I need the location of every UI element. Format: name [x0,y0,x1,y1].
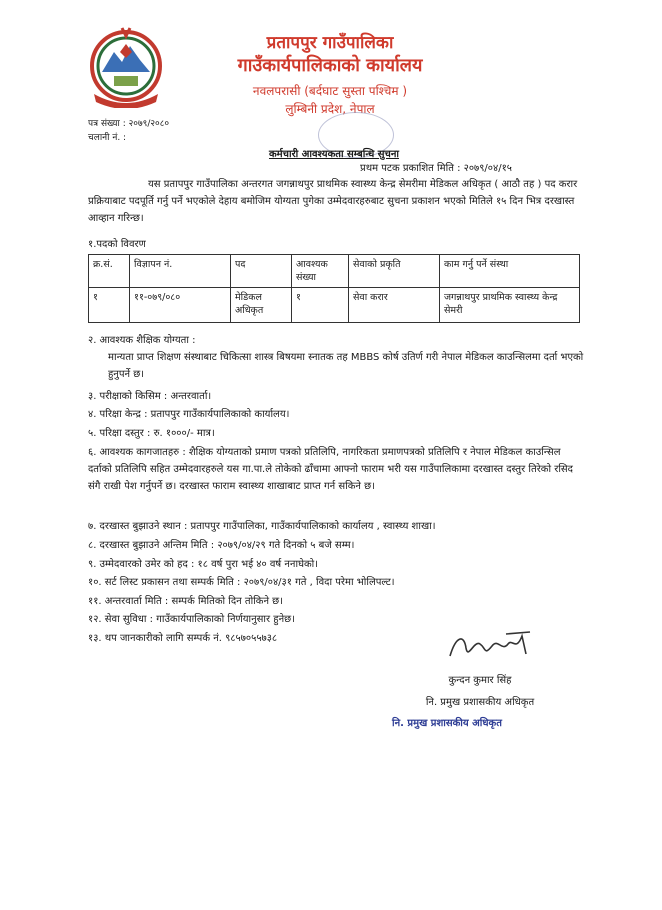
table-cell: १ [89,288,130,323]
item-9: ९. उम्मेदवारको उमेर को हद : १८ वर्ष पुरा भई ४० वर्ष ननाघेको। [88,559,319,570]
table-row [89,288,580,323]
item-7: ७. दरखास्त बुझाउने स्थान : प्रतापपुर गाउँपालिका, गाउँकार्यपालिकाको कार्यालय , स्वास्थ्य शाखा। [88,521,436,532]
header-line-4: लुम्बिनी प्रदेश, नेपाल [285,102,375,116]
table-header: पद [231,255,292,288]
table-cell: सेवा करार [349,288,440,323]
table-header: आवश्यक संख्या [292,255,349,288]
item-4: ४. परिक्षा केन्द्र : प्रतापपुर गाउँकार्यपालिकाको कार्यालय। [88,409,290,420]
notice-subject: कर्मचारी आवश्यकता सम्बन्धि सुचना [268,149,399,160]
chalani-number: चलानी नं. : [88,133,127,143]
item-6: ६. आवश्यक कागजातहरु : शैक्षिक योग्यताको प्रमाण पत्रको प्रतिलिपि, नागरिकता प्रमाणपत्रको प्रतिलिपि र नेपाल मेडिकल काउन्सिल दर्ताको प्रतिलिपि सहित उम्मेदवारहरुले यस गा.पा.ले तोकेको ढाँचामा आफ्नो फाराम भरी यस गाउँपालिकामा दरखास्त दस्तुर तिरेको रसिद संगै राखी पेश गर्नुपर्ने छ। दरखास्त फाराम स्वास्थ्य शाखाबाट प्राप्त गर्न सकिने छ। [88,447,573,492]
signatory-name: कुन्दन कुमार सिंह [448,675,512,686]
table-cell: ११-०७९/०८० [130,288,231,323]
item-8: ८. दरखास्त बुझाउने अन्तिम मिति : २०७९/०४/२९ गते दिनको ५ बजे सम्म। [88,540,355,551]
item-11: ११. अन्तरवार्ता मिति : सम्पर्क मितिको दिन तोकिने छ। [88,596,283,607]
item-5: ५. परिक्षा दस्तुर : रु. १०००/- मात्र। [88,428,215,439]
vacancy-table [88,254,580,323]
item-10: १०. सर्ट लिस्ट प्रकासन तथा सम्पर्क मिति : २०७९/०४/३१ गते , विदा परेमा भोलिपल्ट। [88,577,395,588]
table-header: क्र.सं. [89,255,130,288]
table-cell: १ [292,288,349,323]
patra-sankhya: पत्र संख्या : २०७९/२०८० [88,119,170,129]
intro-paragraph: यस प्रतापपुर गाउँपालिका अन्तरगत जगन्नाथपुर प्राथमिक स्वास्थ्य केन्द्र सेमरीमा मेडिकल अधिकृत ( आठौ तह ) पद करार प्रक्रियाबाट पदपूर्ति गर्नु पर्ने भएकोले देहाय बमोजिम योग्यता पुगेका उम्मेदवारहरुबाट सुचना प्रकाशन भएको मितिले १५ दिन भित्र दरखास्त आव्हान गरिन्छ। [88,179,578,224]
section-1-title: १.पदको विवरण [88,239,146,250]
table-header: विज्ञापन नं. [130,255,231,288]
header-line-2: गाउँकार्यपालिकाको कार्यालय [237,55,423,76]
table-cell: मेडिकल अधिकृत [231,288,292,323]
table-header: काम गर्नु पर्ने संस्था [440,255,580,288]
nepal-emblem-icon [86,22,166,108]
header-line-3: नवलपरासी (बर्दघाट सुस्ता पश्चिम ) [252,84,408,98]
item-12: १२. सेवा सुविधा : गाउँकार्यपालिकाको निर्णयानुसार हुनेछ। [88,614,295,625]
item-2-body: मान्यता प्राप्त शिक्षण संस्थाबाट चिकित्सा शास्त्र बिषयमा स्नातक तह MBBS कोर्ष उतिर्ण गरी नेपाल मेडिकल काउन्सिलमा दर्ता भएको हुनुपर्ने छ। [108,352,584,380]
table-header: सेवाको प्रकृति [349,255,440,288]
publish-date: प्रथम पटक प्रकाशित मिति : २०७९/०४/१५ [360,163,512,174]
signatory-title: नि. प्रमुख प्रशासकीय अधिकृत [425,697,535,708]
table-cell: जगन्नाथपुर प्राथमिक स्वास्थ्य केन्द्र सेमरी [440,288,580,323]
signatory-stamp: नि. प्रमुख प्रशासकीय अधिकृत [392,718,502,729]
item-3: ३. परीक्षाको किसिम : अन्तरवार्ता। [88,391,212,402]
header-line-1: प्रतापपुर गाउँपालिका [266,33,394,53]
item-13: १३. थप जानकारीको लागि सम्पर्क नं. ९८५७०५५७३८ [88,633,278,644]
table-header-row [89,255,580,288]
handwritten-signature [446,626,538,666]
item-2-title: २. आवश्यक शैक्षिक योग्यता : [88,335,196,346]
